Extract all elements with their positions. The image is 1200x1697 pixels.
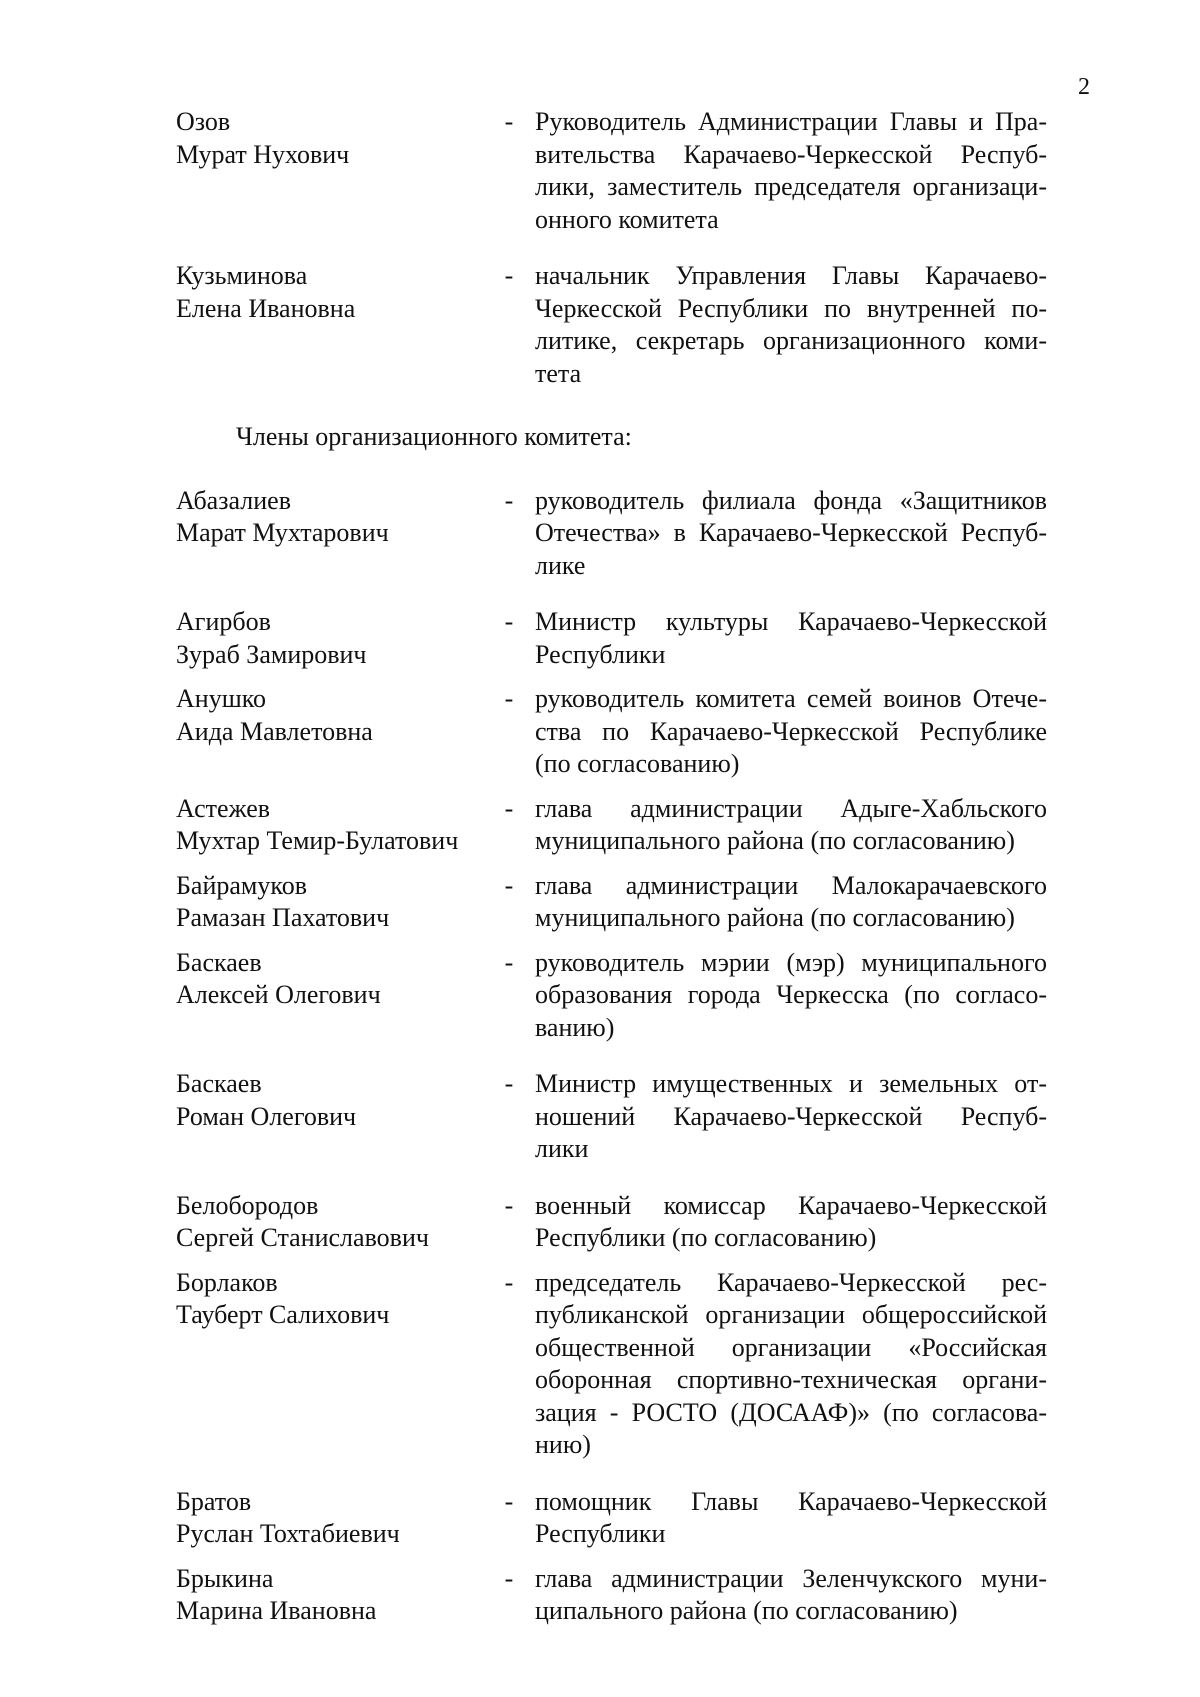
role-line: председатель Карачаево-Черкесской рес-	[535, 1267, 1047, 1297]
committee-entry	[176, 106, 1076, 236]
role-line: Отечества» в Карачаево-Черкесской Респуб-	[535, 518, 1047, 547]
person-name	[176, 1267, 506, 1332]
committee-entry	[176, 1068, 1076, 1166]
person-given-name: Тауберт Салихович	[176, 1300, 390, 1329]
person-surname: Байрамуков	[176, 870, 307, 900]
person-role	[535, 947, 1047, 1045]
person-role	[535, 485, 1047, 583]
page-number: 2	[1078, 74, 1090, 100]
person-surname: Брыкина	[176, 1563, 274, 1593]
person-role	[535, 1068, 1047, 1166]
person-given-name: Зураб Замирович	[176, 639, 367, 669]
role-line: онного комитета	[535, 204, 719, 234]
committee-list	[176, 106, 1076, 1628]
role-line: вительства Карачаево-Черкесской Респуб-	[535, 139, 1047, 169]
separator-dash: -	[504, 1190, 514, 1220]
person-surname: Кузьминова	[176, 261, 308, 290]
person-surname: Озов	[176, 107, 231, 136]
person-role	[535, 793, 1047, 858]
role-line: образования города Черкесска (по согласо-	[535, 980, 1047, 1009]
person-given-name: Алексей Олегович	[176, 980, 381, 1009]
person-name	[176, 793, 506, 858]
person-name	[176, 1563, 506, 1628]
person-name	[176, 606, 506, 671]
role-line: зация - РОСТО (ДОСААФ)» (по согласова-	[535, 1397, 1047, 1427]
person-given-name: Рамазан Пахатович	[176, 903, 390, 932]
role-line: помощник Главы Карачаево-Черкесской	[535, 1486, 1047, 1516]
role-line: Министр имущественных и земельных от-	[535, 1069, 1047, 1098]
role-line: муниципального района (по согласованию)	[535, 903, 1015, 932]
person-given-name: Марат Мухтарович	[176, 518, 389, 547]
members-section	[176, 485, 1076, 1628]
committee-entry	[176, 606, 1076, 671]
committee-entry	[176, 485, 1076, 583]
committee-entry	[176, 1563, 1076, 1628]
separator-dash: -	[504, 793, 514, 823]
person-role	[535, 1190, 1047, 1255]
leaders-section	[176, 106, 1076, 390]
separator-dash: -	[504, 261, 514, 290]
role-line: литике, секретарь организационного коми-	[535, 326, 1047, 355]
person-given-name: Марина Ивановна	[176, 1596, 377, 1625]
members-heading: Члены организационного комитета:	[236, 422, 632, 451]
person-given-name: Роман Олегович	[176, 1101, 357, 1131]
role-line: лики, заместитель председателя организаци-	[535, 172, 1047, 201]
role-line: муниципального района (по согласованию)	[535, 826, 1015, 855]
committee-entry	[176, 683, 1076, 781]
committee-entry	[176, 1267, 1076, 1462]
role-line: Республики	[535, 1519, 666, 1548]
committee-entry	[176, 947, 1076, 1045]
role-line: тета	[535, 358, 582, 388]
person-role	[535, 683, 1047, 781]
committee-entry	[176, 1486, 1076, 1551]
person-surname: Агирбов	[176, 607, 271, 636]
person-role	[535, 260, 1047, 390]
person-given-name: Сергей Станиславович	[176, 1223, 429, 1252]
role-line: руководитель филиала фонда «Защитников	[535, 485, 1047, 515]
role-line: Республики	[535, 639, 666, 669]
person-role	[535, 106, 1047, 236]
separator-dash: -	[504, 1069, 514, 1098]
role-line: Черкесской Республики по внутренней по-	[535, 293, 1047, 323]
role-line: военный комиссар Карачаево-Черкесской	[535, 1190, 1047, 1220]
role-line: публиканской организации общероссийской	[535, 1300, 1047, 1329]
person-given-name: Мухтар Темир-Булатович	[176, 826, 459, 855]
person-name	[176, 106, 506, 171]
role-line: ношений Карачаево-Черкесской Респуб-	[535, 1101, 1047, 1131]
committee-entry	[176, 260, 1076, 390]
role-line: ства по Карачаево-Черкесской Республике	[535, 716, 1047, 746]
role-line: (по согласованию)	[535, 749, 740, 778]
person-role	[535, 1563, 1047, 1628]
person-name	[176, 1068, 506, 1133]
role-line: глава администрации Адыге-Хабльского	[535, 793, 1047, 823]
role-line: ципального района (по согласованию)	[535, 1596, 958, 1625]
person-given-name: Елена Ивановна	[176, 293, 356, 323]
person-role	[535, 1267, 1047, 1462]
role-line: руководитель комитета семей воинов Отече-	[535, 684, 1047, 713]
separator-dash: -	[504, 1486, 514, 1516]
role-line: руководитель мэрии (мэр) муниципального	[535, 947, 1047, 977]
role-line: ванию)	[535, 1012, 615, 1042]
separator-dash: -	[504, 870, 514, 900]
person-name	[176, 1486, 506, 1551]
person-given-name: Аида Мавлетовна	[176, 716, 373, 746]
person-given-name: Мурат Нухович	[176, 139, 350, 169]
separator-dash: -	[504, 485, 514, 515]
person-surname: Абазалиев	[176, 485, 291, 515]
role-line: общественной организации «Российская	[535, 1332, 1047, 1362]
separator-dash: -	[504, 607, 514, 636]
person-role	[535, 870, 1047, 935]
person-surname: Белобородов	[176, 1190, 319, 1220]
role-line: Руководитель Администрации Главы и Пра-	[535, 107, 1047, 136]
separator-dash: -	[504, 107, 514, 136]
person-name	[176, 947, 506, 1012]
person-surname: Баскаев	[176, 947, 262, 977]
person-surname: Анушко	[176, 684, 267, 713]
person-name	[176, 1190, 506, 1255]
role-line: Министр культуры Карачаево-Черкесской	[535, 607, 1047, 636]
person-surname: Баскаев	[176, 1069, 262, 1098]
role-line: оборонная спортивно-техническая органи-	[535, 1365, 1047, 1394]
separator-dash: -	[504, 1267, 514, 1297]
committee-entry	[176, 793, 1076, 858]
role-line: лики	[535, 1134, 589, 1163]
role-line: Республики (по согласованию)	[535, 1223, 877, 1252]
role-line: начальник Управления Главы Карачаево-	[535, 261, 1047, 290]
person-given-name: Руслан Тохтабиевич	[176, 1519, 400, 1548]
role-line: глава администрации Малокарачаевского	[535, 870, 1047, 900]
person-surname: Братов	[176, 1486, 252, 1516]
separator-dash: -	[504, 684, 514, 713]
person-surname: Борлаков	[176, 1267, 278, 1297]
person-role	[535, 606, 1047, 671]
role-line: глава администрации Зеленчукского муни-	[535, 1563, 1047, 1593]
person-role	[535, 1486, 1047, 1551]
role-line: нию)	[535, 1430, 591, 1459]
person-name	[176, 683, 506, 748]
person-name	[176, 870, 506, 935]
person-name	[176, 260, 506, 325]
committee-entry	[176, 1190, 1076, 1255]
role-line: лике	[535, 550, 586, 580]
person-surname: Астежев	[176, 793, 271, 823]
person-name	[176, 485, 506, 550]
committee-entry	[176, 870, 1076, 935]
separator-dash: -	[504, 947, 514, 977]
separator-dash: -	[504, 1563, 514, 1593]
